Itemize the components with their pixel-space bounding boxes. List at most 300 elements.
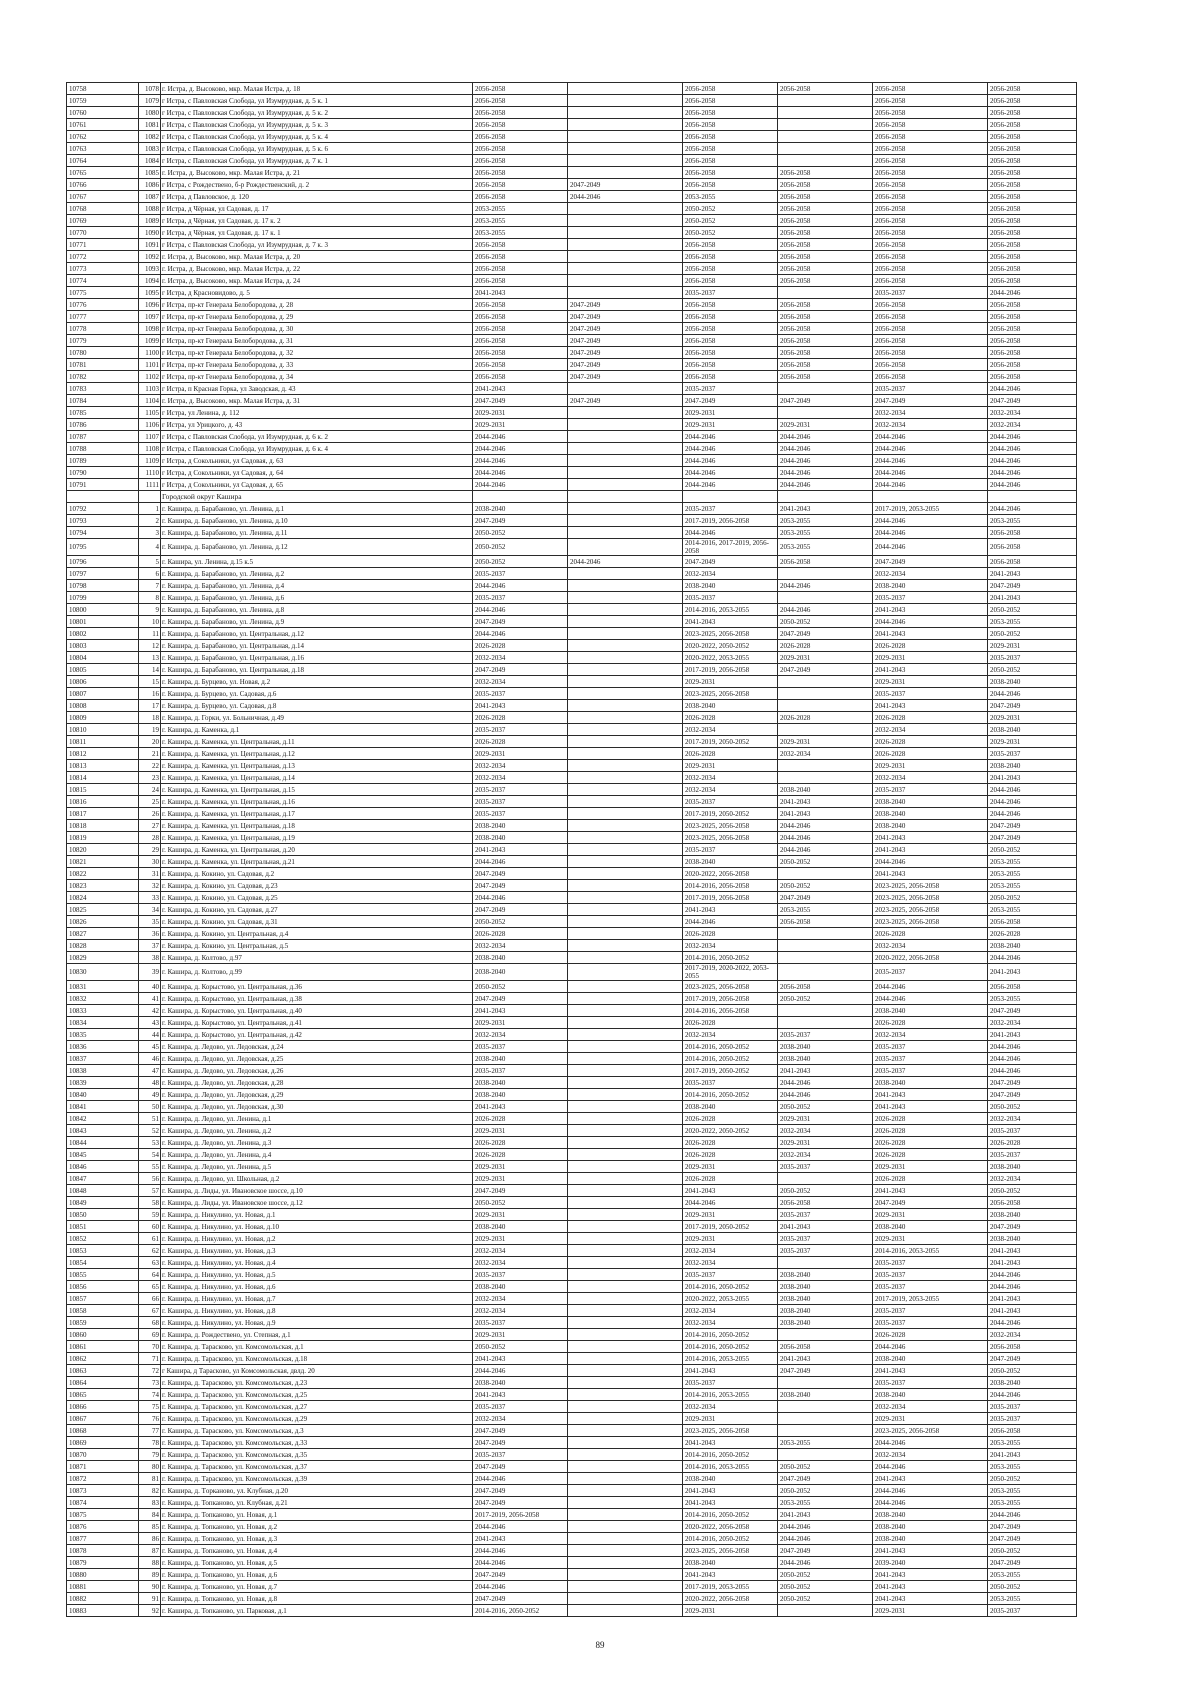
table-row [67, 1401, 1077, 1413]
table-cell [568, 568, 683, 580]
table-cell [568, 1569, 683, 1581]
table-cell: г. Кашира, д. Никулино, ул. Новая, д.5 [161, 1269, 473, 1281]
table-cell [568, 604, 683, 616]
table-cell [568, 592, 683, 604]
table-cell: 20 [139, 736, 161, 748]
table-row [67, 371, 1077, 383]
table-cell: 10835 [67, 1029, 139, 1041]
table-cell [568, 676, 683, 688]
table-cell: 2032-2034 [988, 407, 1077, 419]
table-cell: 2044-2046 [473, 1473, 568, 1485]
table-cell: 2032-2034 [473, 760, 568, 772]
table-cell [778, 95, 873, 107]
table-row [67, 227, 1077, 239]
table-cell: 2047-2049 [473, 1425, 568, 1437]
table-cell: 13 [139, 652, 161, 664]
table-cell: 2056-2058 [873, 203, 988, 215]
table-row [67, 1017, 1077, 1029]
table-cell: 10777 [67, 311, 139, 323]
table-cell: 10788 [67, 443, 139, 455]
table-row [67, 1197, 1077, 1209]
table-cell [778, 688, 873, 700]
table-cell: 2056-2058 [988, 239, 1077, 251]
table-cell: 2035-2037 [988, 1125, 1077, 1137]
table-cell: 2032-2034 [873, 1449, 988, 1461]
table-cell: 2056-2058 [473, 83, 568, 95]
table-cell: 2044-2046 [683, 443, 778, 455]
table-row [67, 868, 1077, 880]
table-cell [568, 844, 683, 856]
table-cell: 2056-2058 [473, 275, 568, 287]
table-cell: 2014-2016, 2053-2055 [683, 1461, 778, 1473]
table-cell: 11 [139, 628, 161, 640]
table-cell: г Истра, пр-кт Генерала Белобородова, д. 34 [161, 371, 473, 383]
table-cell [568, 1497, 683, 1509]
table-cell: 10852 [67, 1233, 139, 1245]
table-cell: 61 [139, 1233, 161, 1245]
table-cell: 2056-2058 [873, 299, 988, 311]
table-cell [568, 1185, 683, 1197]
table-cell: 25 [139, 796, 161, 808]
table-cell: 2056-2058 [988, 275, 1077, 287]
table-cell: 2056-2058 [683, 299, 778, 311]
table-cell: 2023-2025, 2056-2058 [683, 981, 778, 993]
table-cell: г. Кашира, д. Тарасково, ул. Комсомольская, д.23 [161, 1377, 473, 1389]
table-cell: 2053-2055 [988, 880, 1077, 892]
table-cell: 63 [139, 1257, 161, 1269]
table-row [67, 1185, 1077, 1197]
table-cell [778, 952, 873, 964]
table-cell: 2056-2058 [988, 119, 1077, 131]
table-cell: 2041-2043 [683, 1497, 778, 1509]
table-row [67, 676, 1077, 688]
table-cell: 10867 [67, 1413, 139, 1425]
table-cell: 2044-2046 [778, 820, 873, 832]
table-cell: 2050-2052 [988, 1365, 1077, 1377]
table-cell: 2038-2040 [473, 964, 568, 981]
table-cell: 2056-2058 [683, 95, 778, 107]
table-cell: 2041-2043 [778, 796, 873, 808]
table-cell: 2026-2028 [473, 928, 568, 940]
table-cell: 8 [139, 592, 161, 604]
table-cell: г Истра, пр-кт Генерала Белобородова, д. 28 [161, 299, 473, 311]
table-cell: 1082 [139, 131, 161, 143]
table-cell [568, 736, 683, 748]
section-empty-cell [988, 491, 1077, 503]
table-cell: 2017-2019, 2053-2055 [683, 1581, 778, 1593]
table-cell: 2035-2037 [473, 592, 568, 604]
table-cell: 10857 [67, 1293, 139, 1305]
table-cell [568, 239, 683, 251]
table-row [67, 431, 1077, 443]
table-cell: 2056-2058 [778, 323, 873, 335]
table-cell: 2035-2037 [473, 688, 568, 700]
table-cell [778, 568, 873, 580]
table-cell: 2044-2046 [778, 1077, 873, 1089]
table-cell: г. Кашира, д. Топканово, ул. Новая, д.5 [161, 1557, 473, 1569]
table-cell: 2044-2046 [473, 1545, 568, 1557]
table-row [67, 1221, 1077, 1233]
table-cell: 2044-2046 [778, 844, 873, 856]
table-cell: г. Кашира, д. Барабаново, ул. Ленина, д.9 [161, 616, 473, 628]
table-cell: 2044-2046 [873, 1437, 988, 1449]
table-cell: 10845 [67, 1149, 139, 1161]
table-cell: г Кашира, д Тарасково, ул Комсомольская, двлд. 20 [161, 1365, 473, 1377]
table-cell: г Истра, с Павловская Слобода, ул Изумрудная, д. 5 к. 4 [161, 131, 473, 143]
table-cell: 2050-2052 [988, 1545, 1077, 1557]
table-row [67, 1341, 1077, 1353]
table-cell: г. Кашира, д. Ледово, ул. Ледовская, д.29 [161, 1089, 473, 1101]
table-cell: 10873 [67, 1485, 139, 1497]
table-cell: г. Кашира, д. Топканово, ул. Новая, д.8 [161, 1593, 473, 1605]
table-row [67, 503, 1077, 515]
page-number: 89 [595, 1640, 605, 1650]
table-cell: 2023-2025, 2056-2058 [683, 820, 778, 832]
table-cell: 2041-2043 [873, 604, 988, 616]
table-cell: г. Кашира, д. Топканово, ул. Клубная, д.21 [161, 1497, 473, 1509]
table-cell: 2026-2028 [873, 1173, 988, 1185]
table-cell: 2056-2058 [988, 371, 1077, 383]
table-row [67, 616, 1077, 628]
table-cell [568, 1533, 683, 1545]
table-cell: г. Кашира, д. Каменка, ул. Центральная, д.14 [161, 772, 473, 784]
table-cell: 10769 [67, 215, 139, 227]
table-cell: г. Кашира, д. Каменка, ул. Центральная, д.18 [161, 820, 473, 832]
table-cell: 10856 [67, 1281, 139, 1293]
table-cell: 2044-2046 [778, 431, 873, 443]
table-cell: 2044-2046 [873, 455, 988, 467]
table-cell: 2056-2058 [778, 239, 873, 251]
table-cell: 2056-2058 [988, 323, 1077, 335]
table-cell: 2032-2034 [473, 940, 568, 952]
table-cell: 1085 [139, 167, 161, 179]
table-cell: 2053-2055 [988, 1437, 1077, 1449]
table-cell: 2041-2043 [873, 1473, 988, 1485]
table-row [67, 1605, 1077, 1617]
table-cell: 2026-2028 [988, 1137, 1077, 1149]
table-cell: 2035-2037 [988, 1413, 1077, 1425]
table-cell [568, 155, 683, 167]
table-cell: 2038-2040 [778, 1293, 873, 1305]
table-cell: 10823 [67, 880, 139, 892]
table-cell: 2047-2049 [683, 395, 778, 407]
table-cell: 2041-2043 [683, 904, 778, 916]
table-cell: 2038-2040 [873, 580, 988, 592]
table-cell: г Истра, д Павловское, д. 120 [161, 191, 473, 203]
table-cell: г. Кашира, д. Бурцево, ул. Новая, д.2 [161, 676, 473, 688]
table-cell: 10767 [67, 191, 139, 203]
table-cell: 2053-2055 [988, 616, 1077, 628]
table-cell: 2038-2040 [873, 1077, 988, 1089]
table-cell: 2044-2046 [988, 796, 1077, 808]
table-cell: 2050-2052 [473, 556, 568, 568]
table-row [67, 1329, 1077, 1341]
table-cell: 27 [139, 820, 161, 832]
table-cell: 2014-2016, 2053-2055 [873, 1245, 988, 1257]
table-cell: 2041-2043 [873, 1593, 988, 1605]
table-cell: 2044-2046 [778, 455, 873, 467]
table-cell: 2053-2055 [683, 191, 778, 203]
table-cell [568, 1353, 683, 1365]
table-cell: 2032-2034 [683, 1401, 778, 1413]
table-cell: 2047-2049 [473, 1461, 568, 1473]
table-cell: 2044-2046 [473, 455, 568, 467]
table-cell: 2014-2016, 2053-2055 [683, 1353, 778, 1365]
table-cell: г. Кашира, д. Каменка, ул. Центральная, д.15 [161, 784, 473, 796]
table-row [67, 1569, 1077, 1581]
table-cell: 2053-2055 [988, 904, 1077, 916]
table-cell: 10764 [67, 155, 139, 167]
table-cell: 2029-2031 [683, 1605, 778, 1617]
table-cell [568, 1089, 683, 1101]
table-cell: г. Истра, д. Высоково, мкр. Малая Истра, д. 21 [161, 167, 473, 179]
register-table [66, 82, 1077, 1617]
table-cell [778, 131, 873, 143]
table-cell: 2050-2052 [778, 1185, 873, 1197]
table-cell: г Истра, пр-кт Генерала Белобородова, д. 31 [161, 335, 473, 347]
table-cell: 2035-2037 [988, 1605, 1077, 1617]
table-row [67, 1593, 1077, 1605]
table-cell [568, 1005, 683, 1017]
table-cell: 2014-2016, 2050-2052 [683, 1281, 778, 1293]
table-cell: 2014-2016, 2053-2055 [683, 604, 778, 616]
table-cell: 2056-2058 [873, 143, 988, 155]
section-title: Городской округ Кашира [161, 491, 473, 503]
table-cell: 57 [139, 1185, 161, 1197]
table-cell [778, 724, 873, 736]
table-cell: 39 [139, 964, 161, 981]
table-cell: 2056-2058 [988, 203, 1077, 215]
table-cell: 2038-2040 [683, 1473, 778, 1485]
table-cell: 10828 [67, 940, 139, 952]
table-cell [568, 724, 683, 736]
table-cell: 2044-2046 [873, 431, 988, 443]
table-cell: 2032-2034 [473, 1245, 568, 1257]
table-cell: 2035-2037 [873, 1317, 988, 1329]
table-cell: 2038-2040 [988, 1377, 1077, 1389]
table-cell: 2044-2046 [873, 1461, 988, 1473]
table-cell: 2035-2037 [683, 503, 778, 515]
table-cell: 1081 [139, 119, 161, 131]
table-cell: 2056-2058 [473, 359, 568, 371]
table-cell: 2056-2058 [683, 311, 778, 323]
table-cell [568, 503, 683, 515]
table-cell: 2041-2043 [873, 664, 988, 676]
table-cell: 2038-2040 [778, 784, 873, 796]
table-cell: 2050-2052 [683, 215, 778, 227]
table-cell: 2041-2043 [778, 1065, 873, 1077]
table-cell: 2041-2043 [873, 868, 988, 880]
table-cell: 10847 [67, 1173, 139, 1185]
table-cell: 10841 [67, 1101, 139, 1113]
table-cell: 2047-2049 [568, 299, 683, 311]
table-cell: 68 [139, 1317, 161, 1329]
table-cell: 2029-2031 [683, 1413, 778, 1425]
table-cell: 37 [139, 940, 161, 952]
table-cell: 10860 [67, 1329, 139, 1341]
table-cell: 2029-2031 [683, 676, 778, 688]
table-cell: 2044-2046 [568, 556, 683, 568]
table-cell [568, 1221, 683, 1233]
table-cell: г. Кашира, д. Барабаново, ул. Центральная, д.18 [161, 664, 473, 676]
table-cell: 10805 [67, 664, 139, 676]
table-cell: 2041-2043 [988, 1449, 1077, 1461]
table-cell: 2026-2028 [683, 1113, 778, 1125]
table-cell: 10785 [67, 407, 139, 419]
table-cell: 2035-2037 [473, 1041, 568, 1053]
table-cell: 2032-2034 [683, 1257, 778, 1269]
table-cell: 2038-2040 [473, 820, 568, 832]
table-cell: 2038-2040 [473, 1053, 568, 1065]
table-cell: г. Кашира, д. Каменка, д.1 [161, 724, 473, 736]
table-cell: 2041-2043 [988, 964, 1077, 981]
table-cell: 10789 [67, 455, 139, 467]
table-cell: 2047-2049 [988, 1521, 1077, 1533]
table-cell: г. Кашира, д. Ледово, ул. Ленина, д.1 [161, 1113, 473, 1125]
table-cell: 14 [139, 664, 161, 676]
table-cell: 41 [139, 993, 161, 1005]
table-cell: 2047-2049 [778, 664, 873, 676]
table-cell: г. Кашира, д. Никулино, ул. Новая, д.9 [161, 1317, 473, 1329]
table-cell: 2044-2046 [683, 431, 778, 443]
table-cell: 2014-2016, 2056-2058 [683, 880, 778, 892]
table-cell: 2041-2043 [683, 1485, 778, 1497]
table-cell: 10872 [67, 1473, 139, 1485]
table-cell: г. Кашира, д. Топканово, ул. Новая, д.2 [161, 1521, 473, 1533]
table-row [67, 1065, 1077, 1077]
table-cell: 2056-2058 [873, 167, 988, 179]
table-cell [778, 592, 873, 604]
table-row [67, 916, 1077, 928]
table-cell: 2044-2046 [873, 856, 988, 868]
table-row [67, 1581, 1077, 1593]
table-cell: 2053-2055 [778, 904, 873, 916]
table-cell: 2056-2058 [988, 107, 1077, 119]
table-cell: 2035-2037 [778, 1209, 873, 1221]
table-cell: 2026-2028 [683, 928, 778, 940]
table-cell: г Истра, д Чёрная, ул Садовая, д. 17 к. 1 [161, 227, 473, 239]
table-cell [568, 1053, 683, 1065]
table-cell: 2044-2046 [473, 467, 568, 479]
table-cell: 2056-2058 [778, 263, 873, 275]
table-row [67, 383, 1077, 395]
table-cell: 2038-2040 [988, 676, 1077, 688]
table-cell: 10824 [67, 892, 139, 904]
table-row [67, 592, 1077, 604]
table-cell: 59 [139, 1209, 161, 1221]
table-cell: 10783 [67, 383, 139, 395]
table-cell: 2032-2034 [473, 1293, 568, 1305]
table-cell: 10795 [67, 539, 139, 556]
table-cell: 2056-2058 [988, 556, 1077, 568]
table-cell: 2035-2037 [873, 688, 988, 700]
table-cell: 10870 [67, 1449, 139, 1461]
table-cell: 70 [139, 1341, 161, 1353]
table-cell: г. Кашира, д. Тарасково, ул. Комсомольская, д.37 [161, 1461, 473, 1473]
table-cell: 2035-2037 [873, 592, 988, 604]
table-cell: 2035-2037 [473, 808, 568, 820]
table-cell: 2014-2016, 2050-2052 [683, 1533, 778, 1545]
table-cell: 2038-2040 [988, 724, 1077, 736]
table-cell: 2035-2037 [473, 724, 568, 736]
table-cell [568, 527, 683, 539]
table-cell: 2044-2046 [988, 1509, 1077, 1521]
table-cell: 2035-2037 [988, 1149, 1077, 1161]
table-cell: 2020-2022, 2053-2055 [683, 1293, 778, 1305]
table-cell [568, 1509, 683, 1521]
table-cell [568, 652, 683, 664]
table-cell: 2035-2037 [473, 1065, 568, 1077]
table-cell: г. Истра, д. Высоково, мкр. Малая Истра, д. 24 [161, 275, 473, 287]
table-cell: 1084 [139, 155, 161, 167]
table-row [67, 1077, 1077, 1089]
section-empty-cell [139, 491, 161, 503]
table-cell: 10871 [67, 1461, 139, 1473]
table-row [67, 1233, 1077, 1245]
table-cell: г. Кашира, д. Корыстово, ул. Центральная, д.40 [161, 1005, 473, 1017]
table-cell: 77 [139, 1425, 161, 1437]
register-table-wrapper [66, 82, 1076, 1617]
table-cell: 2020-2022, 2056-2058 [683, 1521, 778, 1533]
table-cell [778, 287, 873, 299]
table-cell: 2041-2043 [988, 1305, 1077, 1317]
table-cell: 2056-2058 [473, 239, 568, 251]
table-cell: 2050-2052 [778, 993, 873, 1005]
table-cell [568, 832, 683, 844]
table-cell: г Истра, пр-кт Генерала Белобородова, д. 33 [161, 359, 473, 371]
table-cell [568, 1305, 683, 1317]
table-cell: 2044-2046 [988, 431, 1077, 443]
table-cell: 2044-2046 [683, 1197, 778, 1209]
table-cell: 2053-2055 [778, 515, 873, 527]
table-cell: 2056-2058 [683, 335, 778, 347]
table-cell [568, 616, 683, 628]
table-cell: 2047-2049 [473, 868, 568, 880]
table-cell: 28 [139, 832, 161, 844]
table-cell: 2026-2028 [873, 712, 988, 724]
table-cell: 10821 [67, 856, 139, 868]
table-cell: г. Кашира, д. Барабаново, ул. Ленина, д.10 [161, 515, 473, 527]
table-row [67, 652, 1077, 664]
table-cell: 2041-2043 [988, 772, 1077, 784]
table-cell: г Истра, с Рождествено, б-р Рождественский, д. 2 [161, 179, 473, 191]
table-cell: 2029-2031 [683, 419, 778, 431]
table-row [67, 1365, 1077, 1377]
table-cell: 2056-2058 [778, 371, 873, 383]
table-cell: 1 [139, 503, 161, 515]
table-row [67, 1149, 1077, 1161]
table-cell: 10802 [67, 628, 139, 640]
table-cell: 2056-2058 [778, 251, 873, 263]
table-cell: 10759 [67, 95, 139, 107]
table-row [67, 407, 1077, 419]
table-cell: 2029-2031 [683, 1209, 778, 1221]
table-row [67, 119, 1077, 131]
table-cell: 2014-2016, 2056-2058 [683, 1005, 778, 1017]
table-cell: 10842 [67, 1113, 139, 1125]
table-cell: 76 [139, 1413, 161, 1425]
table-cell: 2053-2055 [778, 1497, 873, 1509]
table-cell: 2056-2058 [988, 191, 1077, 203]
table-cell [568, 856, 683, 868]
table-cell: 2044-2046 [473, 604, 568, 616]
table-cell: 2026-2028 [873, 928, 988, 940]
table-cell: г Истра, с Павловская Слобода, ул Изумрудная, д. 5 к. 1 [161, 95, 473, 107]
table-cell: 2056-2058 [683, 371, 778, 383]
table-cell: 79 [139, 1449, 161, 1461]
table-cell: 10773 [67, 263, 139, 275]
table-cell: 2050-2052 [988, 892, 1077, 904]
